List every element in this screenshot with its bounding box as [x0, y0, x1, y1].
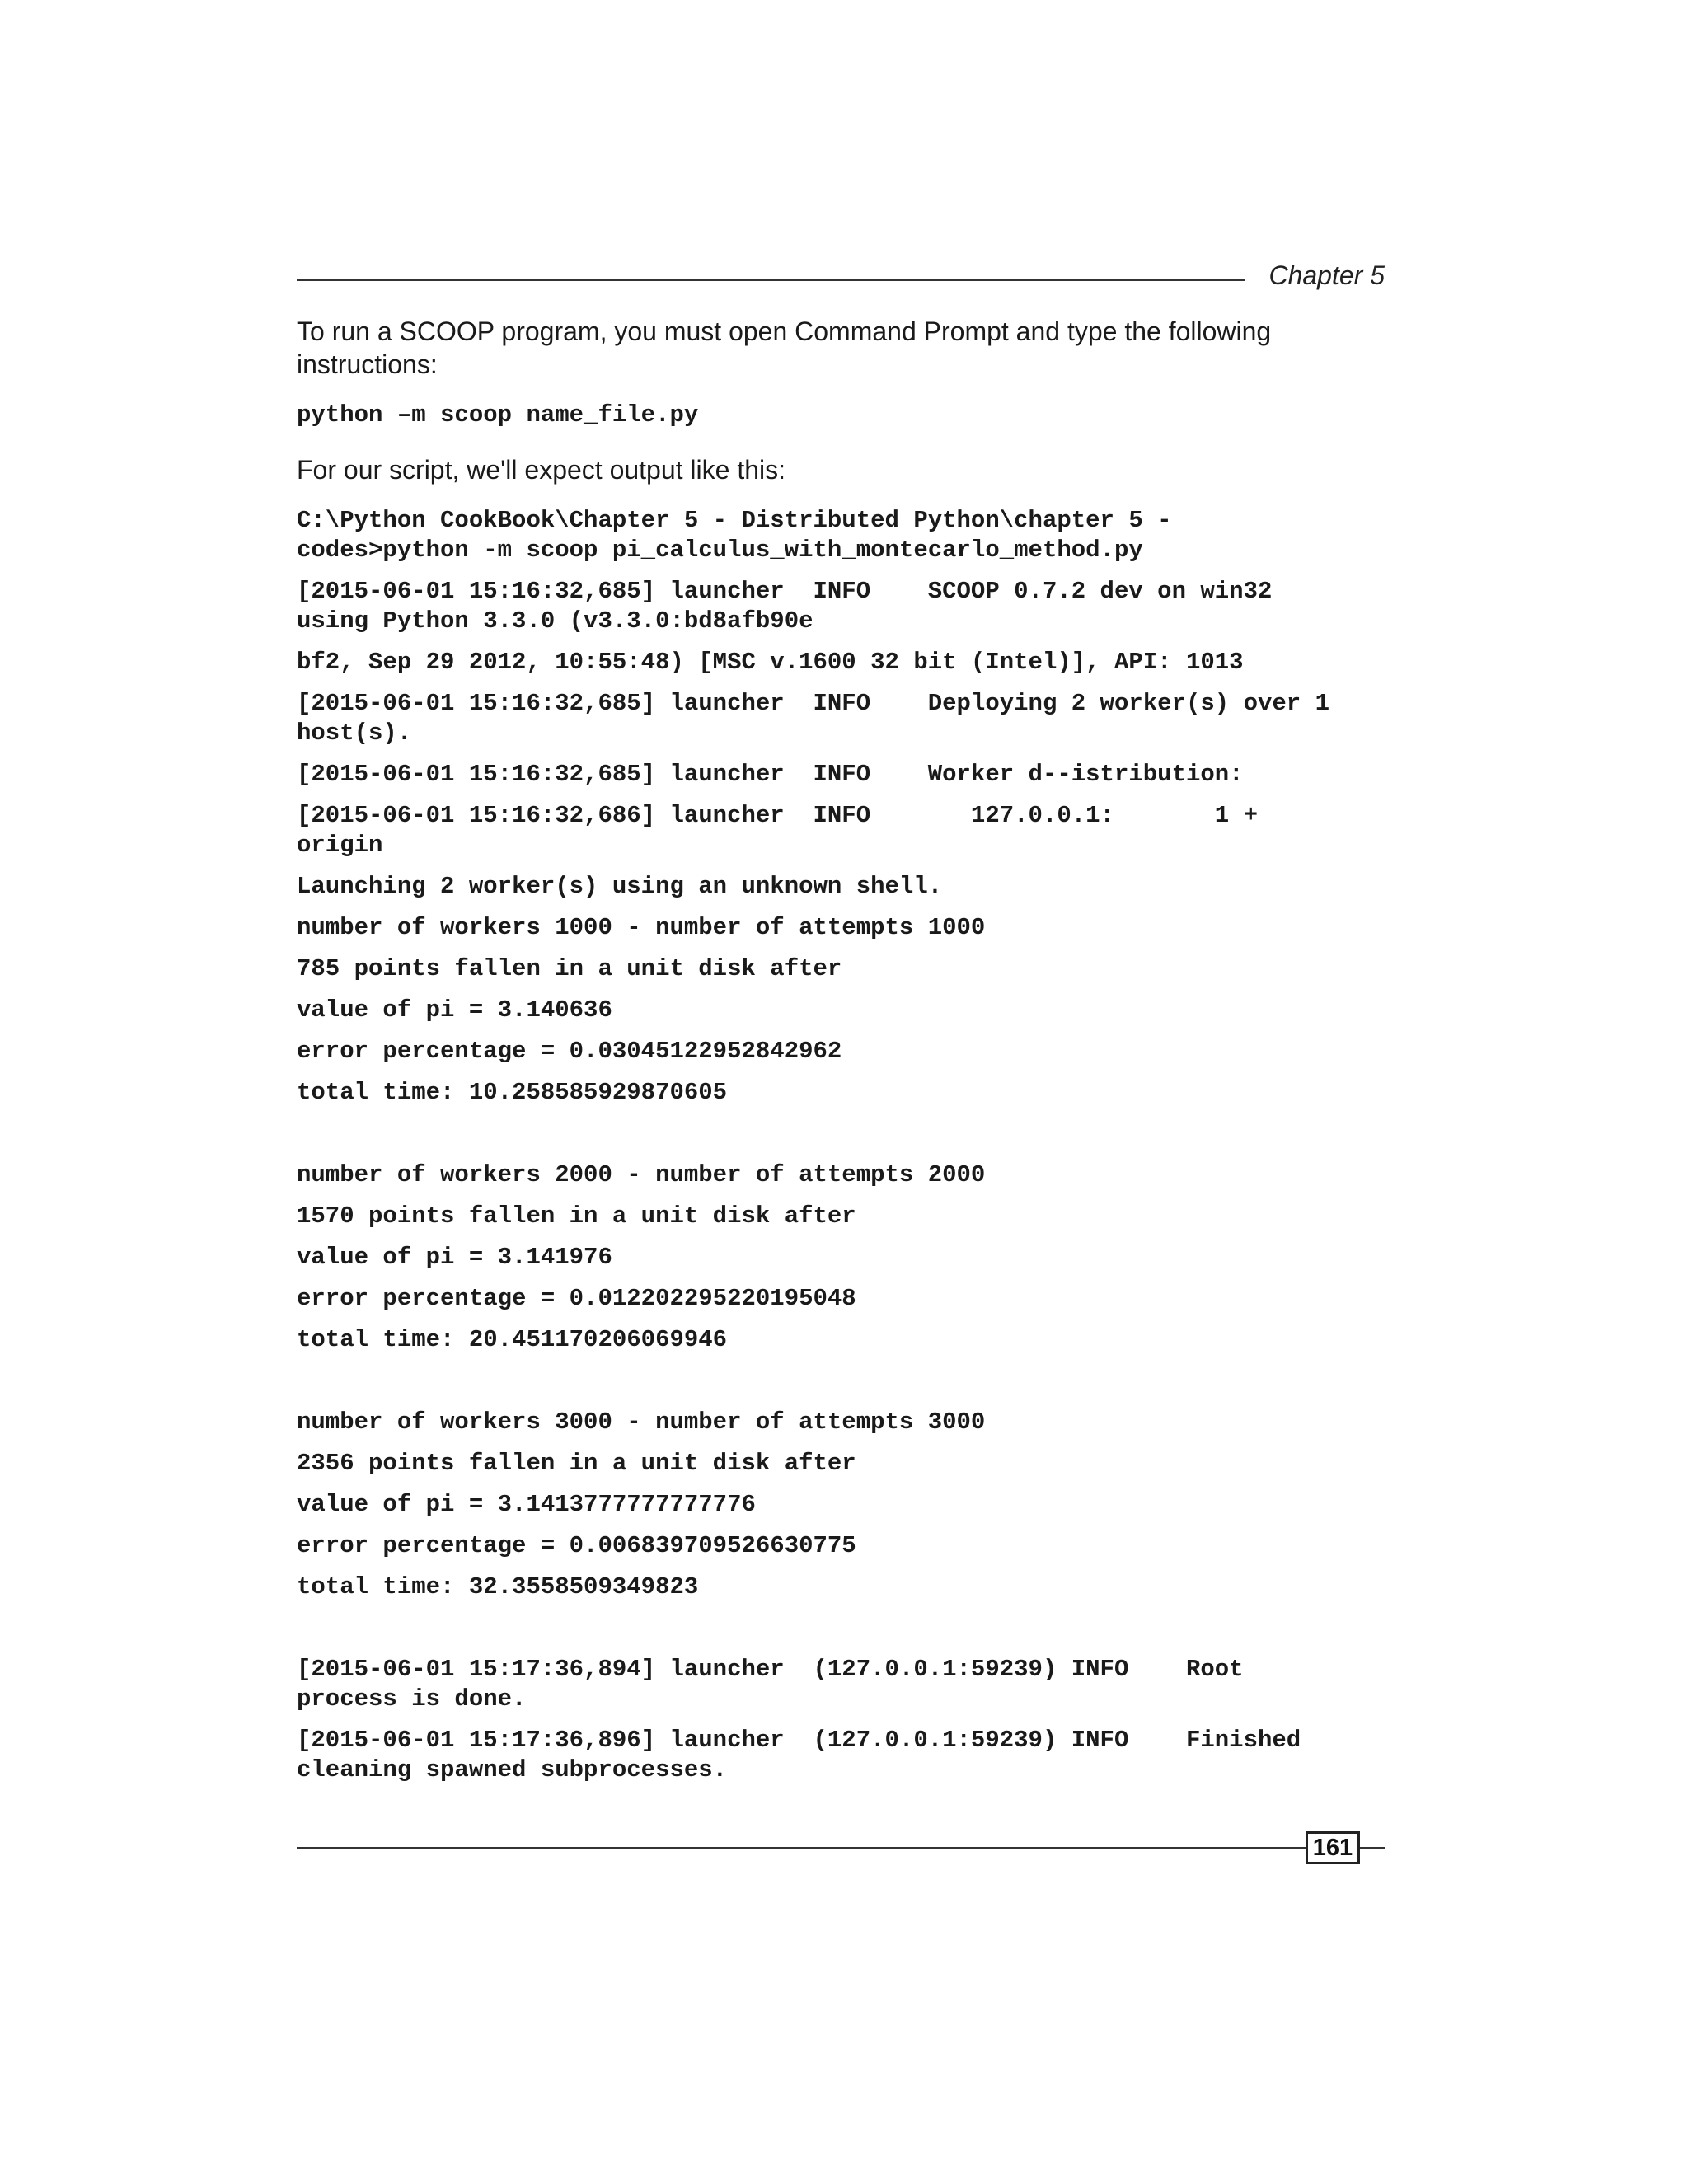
console-output-line: error percentage = 0.012202295220195048 — [297, 1285, 856, 1312]
console-output-line: error percentage = 0.006839709526630775 — [297, 1532, 856, 1559]
console-output-line: 2356 points fallen in a unit disk after — [297, 1450, 856, 1477]
console-output-line — [297, 1119, 1385, 1149]
console-output-line: value of pi = 3.140636 — [297, 996, 612, 1024]
console-output-line: Launching 2 worker(s) using an unknown shell. — [297, 873, 943, 900]
chapter-label: Chapter 5 — [1268, 260, 1385, 290]
console-output-block — [297, 506, 1385, 1785]
console-output-line: 1570 points fallen in a unit disk after — [297, 1202, 856, 1230]
console-output-line: C:\Python CookBook\Chapter 5 - Distributed Python\chapter 5 - codes>python -m scoop pi_calculus_with_montecarlo_method.py — [297, 507, 1172, 564]
page-footer — [297, 1831, 1385, 1864]
page-number: 161 — [1306, 1831, 1360, 1864]
console-output-line: value of pi = 3.1413777777777776 — [297, 1491, 756, 1518]
console-output-line: error percentage = 0.03045122952842962 — [297, 1038, 842, 1065]
console-output-line: [2015-06-01 15:17:36,894] launcher (127.0.0.1:59239) INFO Root process is done. — [297, 1656, 1244, 1713]
console-output-line: total time: 10.258585929870605 — [297, 1079, 728, 1106]
console-output-line: [2015-06-01 15:16:32,685] launcher INFO Deploying 2 worker(s) over 1 host(s). — [297, 690, 1330, 747]
console-output-line: value of pi = 3.141976 — [297, 1244, 612, 1271]
intro-paragraph: To run a SCOOP program, you must open Command Prompt and type the following instructions: — [297, 316, 1272, 379]
console-output-line: [2015-06-01 15:16:32,686] launcher INFO 127.0.0.1: 1 + origin — [297, 802, 1258, 859]
console-output-line: total time: 20.451170206069946 — [297, 1326, 728, 1353]
console-output-line: number of workers 3000 - number of attempts 3000 — [297, 1408, 986, 1436]
console-output-line: bf2, Sep 29 2012, 10:55:48) [MSC v.1600 32 bit (Intel)], API: 1013 — [297, 649, 1244, 676]
console-output-line: [2015-06-01 15:17:36,896] launcher (127.0.0.1:59239) INFO Finished cleaning spawned subprocesses. — [297, 1727, 1301, 1783]
console-output-line: total time: 32.3558509349823 — [297, 1573, 699, 1601]
page-header — [297, 258, 1385, 299]
console-output-line: [2015-06-01 15:16:32,685] launcher INFO Worker d--istribution: — [297, 761, 1244, 788]
console-output-line: [2015-06-01 15:16:32,685] launcher INFO SCOOP 0.7.2 dev on win32 using Python 3.3.0 (v3.3.0:bd8afb90e — [297, 578, 1273, 635]
console-output-line: number of workers 2000 - number of attempts 2000 — [297, 1161, 986, 1188]
console-output-line: 785 points fallen in a unit disk after — [297, 955, 842, 982]
console-output-line: number of workers 1000 - number of attempts 1000 — [297, 914, 986, 941]
console-output-line — [297, 1366, 1385, 1396]
header-rule — [297, 279, 1245, 281]
page-content — [297, 315, 1385, 1797]
scoop-command: python –m scoop name_file.py — [297, 401, 699, 429]
console-output-line — [297, 1614, 1385, 1643]
footer-rule — [297, 1847, 1385, 1849]
output-intro-paragraph: For our script, we'll expect output like this: — [297, 455, 786, 485]
